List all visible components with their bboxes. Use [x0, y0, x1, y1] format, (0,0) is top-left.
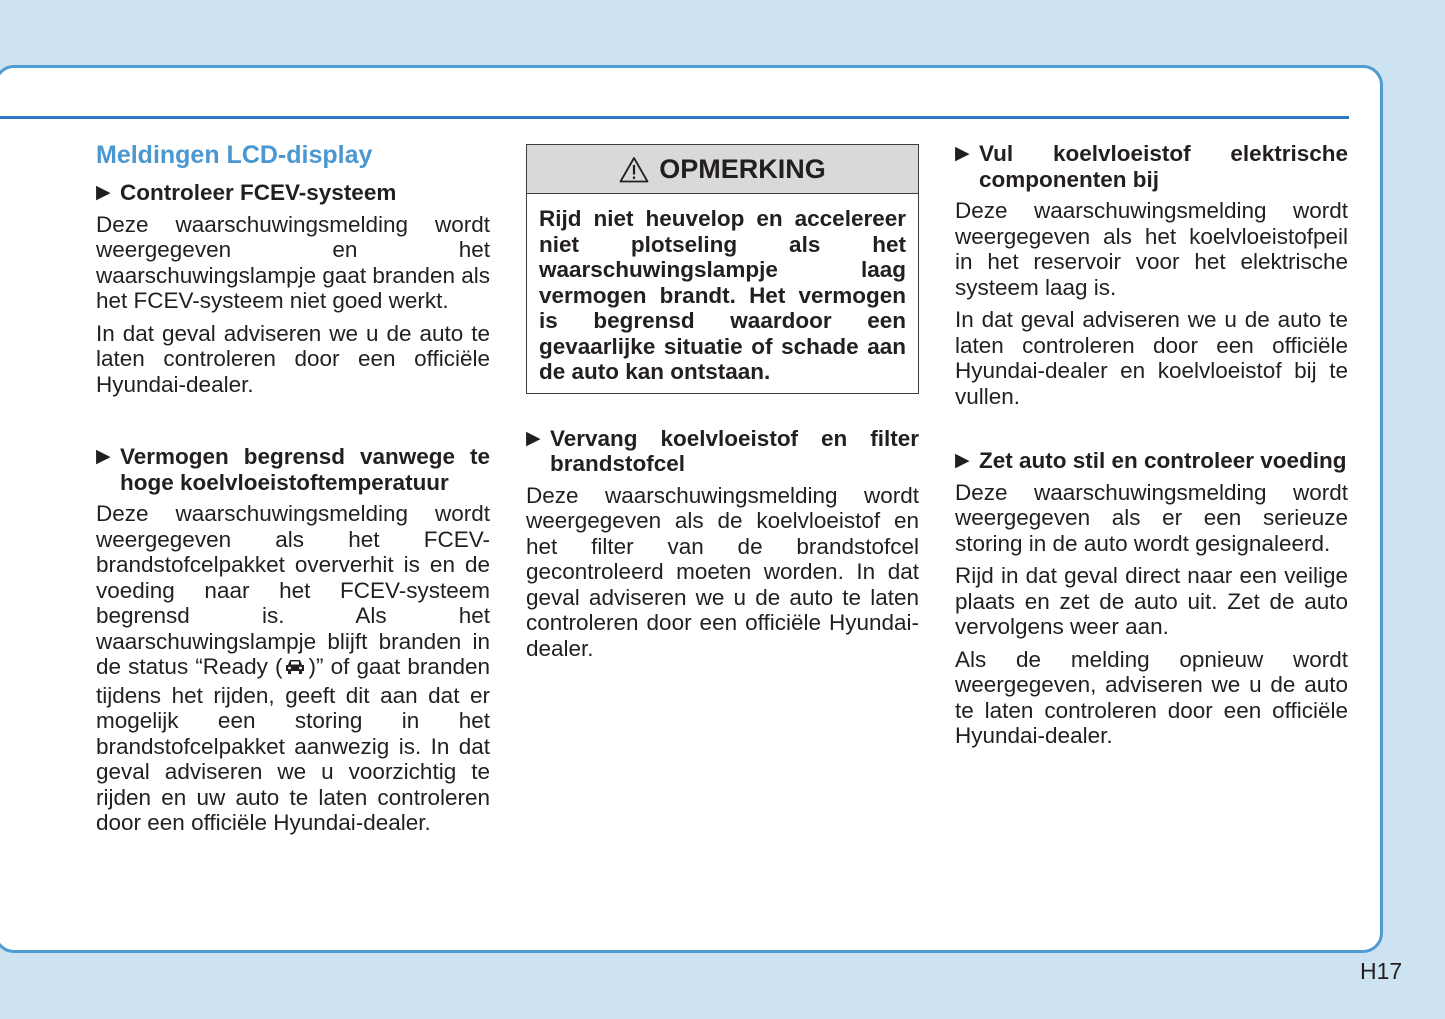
- subheading-vul-koelvloeistof: ▶ Vul koelvloeistof elektrische componenten bij: [955, 141, 1348, 192]
- subheading-vermogen-begrensd: ▶ Vermogen begrensd vanwege te hoge koelvloeistoftemperatuur: [96, 444, 490, 495]
- ready-car-icon: [284, 657, 306, 683]
- section-title: Meldingen LCD-display: [96, 141, 373, 169]
- page-number: H17: [1360, 958, 1403, 984]
- paragraph: Als de melding opnieuw wordt weergegeven, adviseren we u de auto te laten controleren door een officiële Hyundai-dealer.: [955, 646, 1348, 748]
- paragraph: Deze waarschuwingsmelding wordt weergegeven en het waarschuwingslampje gaat branden als het FCEV-systeem niet goed werkt.: [96, 211, 490, 313]
- paragraph: In dat geval adviseren we u de auto te laten controleren door een officiële Hyundai-dealer.: [96, 320, 490, 397]
- triangle-right-icon: ▶: [955, 450, 970, 471]
- column-middle: [526, 144, 919, 668]
- paragraph: Deze waarschuwingsmelding wordt weergegeven als de koelvloeistof en het filter van de brandstofcel gecontroleerd moeten worden. In dat geval adviseren we u de auto te laten controleren door een officiële Hyundai-dealer.: [526, 482, 919, 661]
- subheading-zet-auto-stil: ▶ Zet auto stil en controleer voeding: [955, 448, 1347, 473]
- subheading-vervang-koelvloeistof: ▶ Vervang koelvloeistof en filter brandstofcel: [526, 425, 919, 476]
- subheading-controleer-fcev: ▶ Controleer FCEV-systeem: [96, 180, 397, 205]
- triangle-right-icon: ▶: [96, 446, 111, 467]
- triangle-right-icon: ▶: [96, 182, 111, 203]
- warning-triangle-icon: [619, 156, 649, 183]
- triangle-right-icon: ▶: [526, 427, 541, 449]
- paragraph: In dat geval adviseren we u de auto te laten controleren door een officiële Hyundai-dealer en koelvloeistof bij te vullen.: [955, 307, 1348, 409]
- column-right: [955, 141, 1348, 756]
- triangle-right-icon: ▶: [955, 143, 970, 164]
- paragraph: Deze waarschuwingsmelding wordt weergegeven als het FCEV-brandstofcelpakket oververhit is en de voeding naar het FCEV-systeem begrensd is. Als het waarschuwingslampje blijft branden in de status “Ready ( )” of gaat branden tijdens het rijden, geeft dit aan dat er mogelijk een storing in het brandstofcelpakket aanwezig is. In dat geval adviseren we u voorzichtig te rijden en uw auto te laten controleren door een officiële Hyundai-dealer.: [96, 501, 490, 835]
- paragraph: Rijd in dat geval direct naar een veilige plaats en zet de auto uit. Zet de auto vervolgens weer aan.: [955, 563, 1348, 639]
- notice-text: Rijd niet heuvelop en accelereer niet plotseling als het waarschuwingslampje laag vermogen brandt. Het vermogen is begrensd waardoor een gevaarlijke situatie of schade aan de auto kan ontstaan.: [539, 206, 906, 384]
- column-left: [96, 140, 490, 843]
- paragraph: Deze waarschuwingsmelding wordt weergegeven als het koelvloeistofpeil in het reservoir voor het elektrische systeem laag is.: [955, 198, 1348, 300]
- notice-title: OPMERKING: [659, 153, 826, 184]
- paragraph: Deze waarschuwingsmelding wordt weergegeven als er een serieuze storing in de auto wordt gesignaleerd.: [955, 479, 1348, 556]
- header-rule: [0, 116, 1349, 119]
- notice-box: [526, 144, 919, 394]
- notice-header: [527, 145, 918, 194]
